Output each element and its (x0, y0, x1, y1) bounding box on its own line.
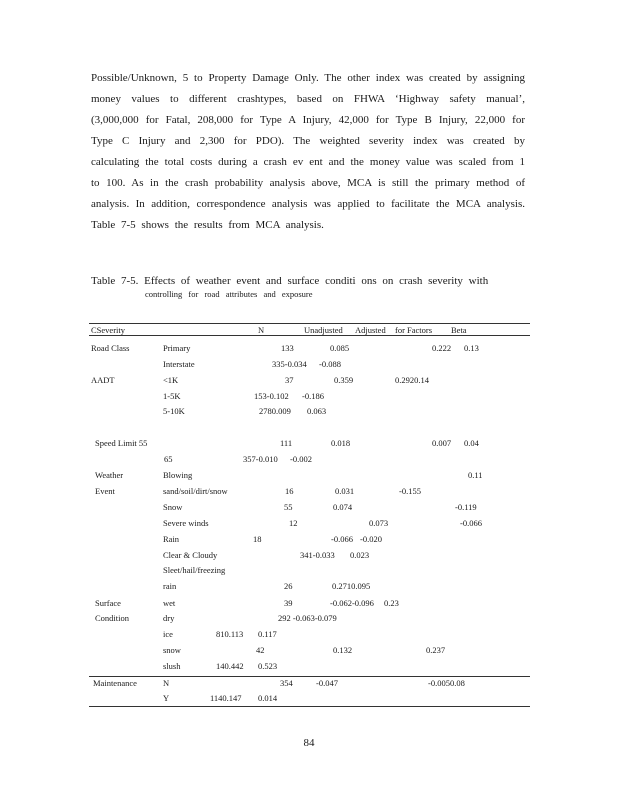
table-cell: 42 (256, 645, 265, 655)
header-for-factors: for Factors (395, 325, 433, 335)
table-cell: 0.031 (335, 486, 355, 496)
table-cell: -0.002 (290, 454, 312, 464)
table-cell: 1140.147 (210, 693, 242, 703)
caption-line-2: controlling for road attributes and exposure (145, 289, 313, 299)
table-cell: -0.186 (302, 391, 324, 401)
table-cell: 0.073 (369, 518, 389, 528)
table-cell: 0.2920.14 (395, 375, 429, 385)
table-cell: 0.014 (258, 693, 278, 703)
category-label: 65 (164, 454, 173, 464)
table-cell: 0.11 (468, 470, 483, 480)
category-label: Clear & Cloudy (163, 550, 218, 560)
table-cell: 111 (280, 438, 293, 448)
table-cell: -0.0050.08 (428, 678, 465, 688)
table-cell: -0.066 (331, 534, 353, 544)
body-paragraph: Possible/Unknown, 5 to Property Damage Only. The other index was created by assigning money values to different crashtypes, based on FHWA ‘Highway safety manual’, (3,000,000 for Fatal, 208,000 for Type A Injury, 42,000 for Type B Injury, 22,000 for Type C Injury and 2,300 for PDO). The weighted severity index was created by calculating the total costs during a crash ev ent and the money value was scaled from 1 to 100. As in the crash probability analysis above, MCA is still the primary method of analysis. In addition, correspondence analysis was applied to facilitate the MCA analysis. Table 7-5 shows the results from MCA analysis. (91, 72, 525, 231)
category-label: Sleet/hail/freezing (163, 565, 226, 575)
header-adjusted: Adjusted (355, 325, 386, 335)
table-cell: 2780.009 (259, 406, 291, 416)
table-cell: 39 (284, 598, 293, 608)
table-cell: -0.047 (316, 678, 338, 688)
table-cell: 18 (253, 534, 262, 544)
table-cell: 0.359 (334, 375, 354, 385)
table-cell: 292 -0.063-0.079 (278, 613, 337, 623)
table-cell: -0.062-0.096 (330, 598, 374, 608)
category-label: Y (163, 693, 170, 703)
table-cell: 0.237 (426, 645, 446, 655)
table-cell: 357-0.010 (243, 454, 278, 464)
table-cell: -0.088 (319, 359, 341, 369)
category-label: 1-5K (163, 391, 181, 401)
table-cell: 0.007 (432, 438, 452, 448)
category-label: Blowing (163, 470, 193, 480)
table-bottom-rule (89, 706, 530, 707)
table-cell: -0.020 (360, 534, 382, 544)
header-unadjusted: Unadjusted (304, 325, 343, 335)
group-label: Maintenance (93, 678, 137, 688)
table-cell: 0.018 (331, 438, 351, 448)
category-label: Snow (163, 502, 183, 512)
header-beta: Beta (451, 325, 467, 335)
table-cell: 0.023 (350, 550, 370, 560)
table-cell: 37 (285, 375, 294, 385)
group-label: Surface (95, 598, 121, 608)
table-cell: -0.119 (455, 502, 477, 512)
category-label: wet (163, 598, 176, 608)
table-cell: 810.113 (216, 629, 244, 639)
category-label: Interstate (163, 359, 195, 369)
category-label: Severe winds (163, 518, 209, 528)
caption-line-1: Table 7-5. Effects of weather event and surface conditi ons on crash severity with (91, 275, 489, 287)
table-cell: 133 (281, 343, 294, 353)
category-label: dry (163, 613, 175, 623)
group-label: Weather (95, 470, 124, 480)
category-label: <1K (163, 375, 179, 385)
table-cell: 0.132 (333, 645, 353, 655)
group-label: AADT (91, 375, 115, 385)
category-label: Rain (163, 534, 180, 544)
table-cell: 140.442 (216, 661, 244, 671)
table-cell: 0.117 (258, 629, 277, 639)
table-cell: 55 (284, 502, 293, 512)
table-cell: 354 (280, 678, 293, 688)
category-label: snow (163, 645, 181, 655)
table-cell: -0.066 (460, 518, 482, 528)
table-cell: 16 (285, 486, 294, 496)
table-cell: 0.2710.095 (332, 581, 371, 591)
category-label: Primary (163, 343, 191, 353)
table-section-rule (89, 676, 530, 677)
category-label: rain (163, 581, 177, 591)
table-cell: 0.523 (258, 661, 278, 671)
header-first: CSeverity (91, 325, 125, 335)
table-cell: 0.063 (307, 406, 327, 416)
table-cell: 0.074 (333, 502, 353, 512)
category-label: slush (163, 661, 181, 671)
table-cell: 0.04 (464, 438, 479, 448)
table-cell: 335-0.034 (272, 359, 307, 369)
category-label: sand/soil/dirt/snow (163, 486, 228, 496)
table-cell: 0.23 (384, 598, 399, 608)
category-label: N (163, 678, 170, 688)
table-top-rule (89, 323, 530, 324)
table-cell: 153-0.102 (254, 391, 289, 401)
group-label: Speed Limit 55 (95, 438, 148, 448)
category-label: ice (163, 629, 173, 639)
table-caption (91, 275, 488, 301)
table-header-rule (89, 335, 530, 336)
header-n: N (258, 325, 265, 335)
table-cell: 12 (289, 518, 298, 528)
table-cell: -0.155 (399, 486, 421, 496)
table-cell: 0.222 (432, 343, 452, 353)
table-cell: 26 (284, 581, 293, 591)
table-cell: 0.13 (464, 343, 479, 353)
table-cell: 341-0.033 (300, 550, 335, 560)
group-label: Event (95, 486, 115, 496)
page-number: 84 (303, 737, 315, 749)
table-cell: 0.085 (330, 343, 350, 353)
category-label: 5-10K (163, 406, 185, 416)
group-label: Road Class (91, 343, 130, 353)
group-label: Condition (95, 613, 130, 623)
